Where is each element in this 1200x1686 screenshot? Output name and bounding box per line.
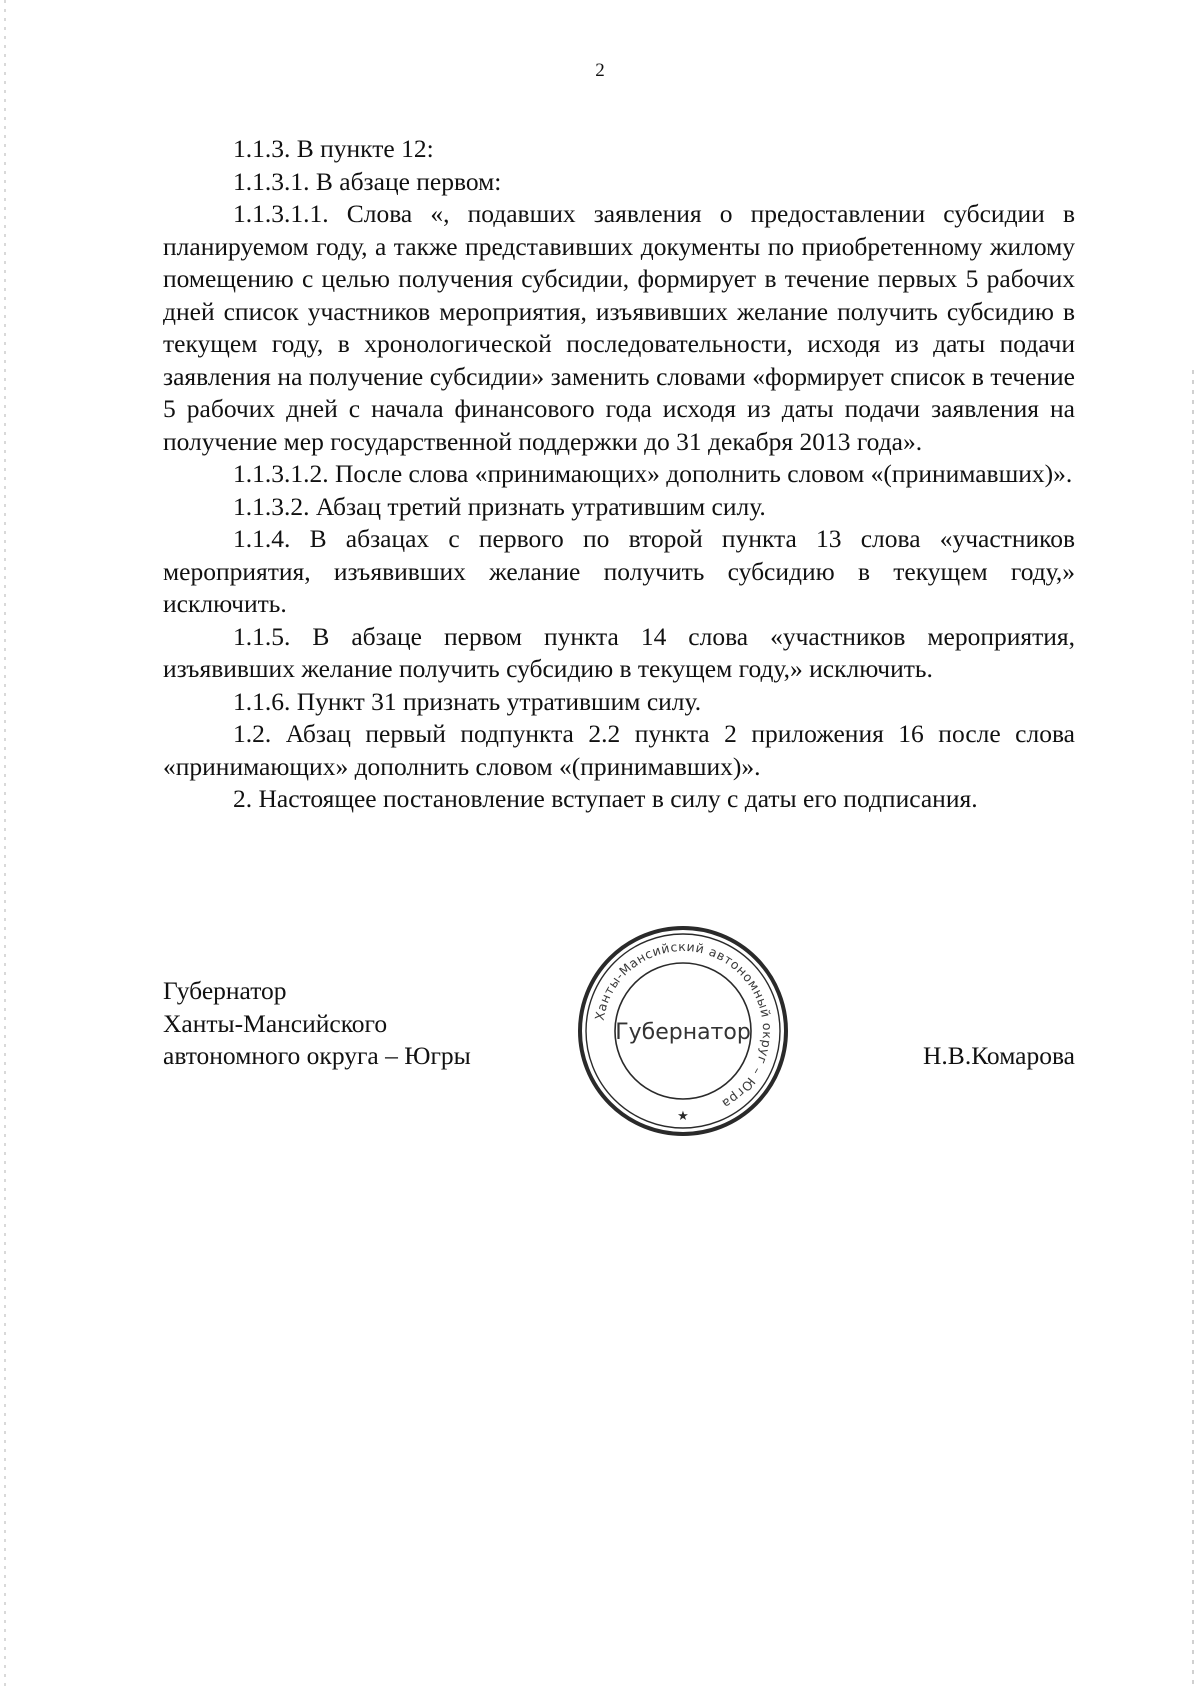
- paragraph-1-1-3-1-1: 1.1.3.1.1. Слова «, подавших заявления о предоставлении субсидии в планируемом году, а также представивших документы по приобретенному жилому помещению с целью получения субсидии, формирует в течение первых 5 рабочих дней список участников мероприятия, изъявивших желание получить субсидию в текущем году, в хронологической последовательности, исходя из даты подачи заявления на получение субсидии» заменить словами «формирует список в течение 5 рабочих дней с начала финансового года исходя из даты подачи заявления на получение мер государственной поддержки до 31 декабря 2013 года».: [163, 199, 1075, 456]
- paragraph-1-1-3-1-2: 1.1.3.1.2. После слова «принимающих» дополнить словом «(принимавших)».: [233, 459, 1073, 488]
- signatory-name: Н.В.Комарова: [923, 1041, 1075, 1070]
- paragraph-2: 2. Настоящее постановление вступает в силу с даты его подписания.: [233, 784, 978, 813]
- signatory-title-line-1: Губернатор: [163, 976, 287, 1005]
- signatory-title-line-2: Ханты-Мансийского: [163, 1008, 388, 1038]
- official-seal: [573, 921, 793, 1141]
- signatory-title-line-3: автономного округа – Югры: [163, 1041, 471, 1070]
- paragraph-1-1-6: 1.1.6. Пункт 31 признать утратившим силу.: [233, 686, 702, 716]
- paragraph-1-2: 1.2. Абзац первый подпункта 2.2 пункта 2 приложения 16 после слова «принимающих» дополнить словом «(принимавших)».: [163, 719, 1075, 781]
- document-body: [163, 133, 1075, 816]
- seal-center-text: Губернатор: [615, 1020, 751, 1045]
- paragraph-1-1-5: 1.1.5. В абзаце первом пункта 14 слова «участников мероприятия, изъявивших желание получить субсидию в текущем году,» исключить.: [163, 621, 1075, 683]
- paragraph-1-1-3-1: 1.1.3.1. В абзаце первом:: [233, 166, 502, 196]
- scan-edge-left: [4, 0, 6, 1686]
- paragraph-1-1-3: 1.1.3. В пункте 12:: [233, 134, 434, 163]
- signatory-title: [163, 975, 471, 1073]
- seal-ring-text: Ханты-Мансийский автономный округ – Югра: [591, 938, 776, 1112]
- paragraph-1-1-4: 1.1.4. В абзацах с первого по второй пункта 13 слова «участников мероприятия, изъявивших желание получить субсидию в текущем году,» исключить.: [163, 524, 1075, 618]
- scan-edge-right: [1192, 370, 1194, 1686]
- seal-graphic: [573, 921, 793, 1141]
- page-number: 2: [595, 60, 605, 81]
- seal-star-icon: ★: [677, 1109, 689, 1124]
- paragraph-1-1-3-2: 1.1.3.2. Абзац третий признать утратившим силу.: [233, 491, 766, 521]
